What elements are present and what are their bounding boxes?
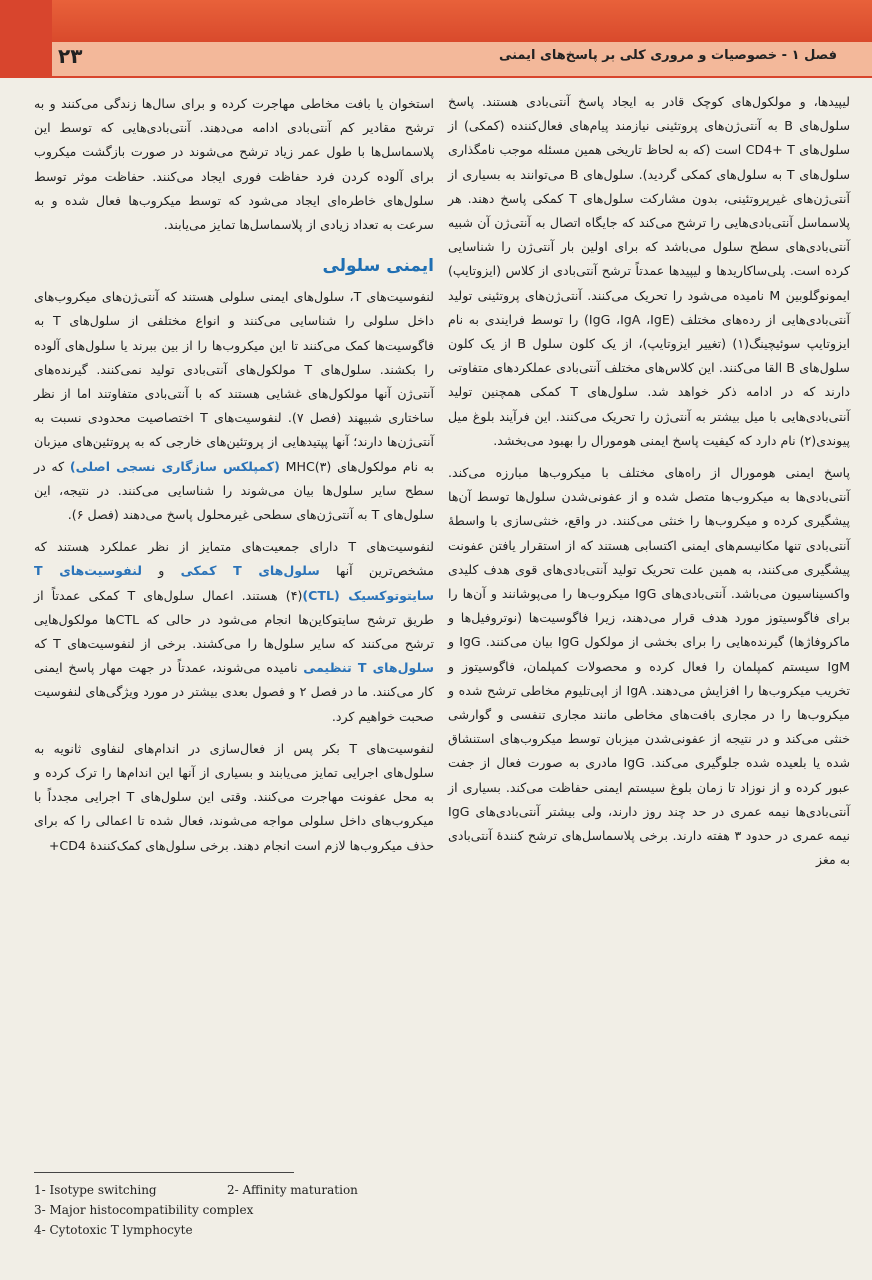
- text-run: نامیده می‌شوند، عمدتاً در جهت مهار پاسخ ایمنی کار می‌کنند. ما در فصل ۲ و فصول بعدی بیشتر در مورد ویژگی‌های لنفوسیت صحبت خواهیم کرد.: [34, 660, 434, 724]
- footnote-2: 2- Affinity maturation: [227, 1183, 358, 1197]
- footnote-4: 4- Cytotoxic T lymphocyte: [34, 1223, 193, 1237]
- keyword-ctl: لنفوسیت‌های T سایتوتوکسیک (CTL): [34, 563, 434, 603]
- footnote-1: 1- Isotype switching: [34, 1183, 157, 1197]
- paragraph-plasma-cells: استخوان یا بافت مخاطی مهاجرت کرده و برای سال‌ها زندگی می‌کنند و به ترشح مقادیر کم آنتی‌بادی ادامه می‌دهند. آنتی‌بادی‌هایی که توسط این پلاسماسل‌ها با طول عمر زیاد ترشح می‌شوند در صورت بازگشت میکروب برای آلوده کردن فرد حفاظت فوری ایجاد می‌کنند. حفاظت موثر توسط سلول‌های خاطره‌ای ایجاد می‌شود که توسط میکروب‌ها فعال شده و به سرعت به تعداد زیادی از پلاسماسل‌ها تمایز می‌یابند.: [34, 96, 434, 233]
- text-run: که در سطح سایر سلول‌ها بیان می‌شوند را شناسایی می‌کنند. در نتیجه، این سلول‌های T به آنتی‌ژن‌های سطحی غیرمحلول پاسخ می‌دهند (فصل ۶).: [34, 458, 434, 523]
- left-column: [34, 92, 434, 858]
- footnote-divider: [34, 1172, 294, 1173]
- keyword-helper-t: سلول‌های T کمکی: [180, 563, 320, 579]
- text-run: لنفوسیت‌های T، سلول‌های ایمنی سلولی هستند که آنتی‌ژن‌های میکروب‌های داخل سلولی را شناسایی می‌کنند و انواع مختلفی از سلول‌های T به فاگوسیت‌ها کمک می‌کنند تا این میکروب‌ها را از بین ببرند یا سلول‌های آلوده را بکشند. سلول‌های T مولکول‌های آنتی‌بادی تولید نمی‌کنند. گیرنده‌های آنتی‌ژن آنها مولکول‌های غشایی هستند که با آنتی‌بادی متفاوتند اما از نظر ساختاری شبیهند (فصل ۷). لنفوسیت‌های T اختصاصیت محدودی نسبت به آنتی‌ژن‌ها دارند؛ آنها پپتیدهایی از پروتئین‌های خارجی که به پروتئین‌های میزبان به نام مولکول‌های MHC(۳): [34, 289, 434, 474]
- paragraph-humoral-immunity: پاسخ ایمنی هومورال از راه‌های مختلف با میکروب‌ها مبارزه می‌کند. آنتی‌بادی‌ها به میکروب‌ها متصل شده و از عفونی‌شدن سلول‌ها توسط آن‌ها پیشگیری کرده و میکروب‌ها را خنثی می‌کنند. در واقع، خنثی‌سازی با واسطهٔ آنتی‌بادی تنها مکانیسم‌های ایمنی اکتسابی هستند که از استقرار یافتن عفونت پیشگیری می‌کنند، به همین علت تحریک تولید آنتی‌بادی‌های قوی هدف کلیدی واکسیناسیون می‌باشد. آنتی‌بادی‌های IgG میکروب‌ها را می‌پوشانند و آن‌ها را برای فاگوسیتوز مورد هدف قرار می‌دهند، زیرا فاگوسیت‌ها (نوتروفیل‌ها و ماکروفاژها) گیرنده‌هایی را برای بخشی از مولکول IgG بیان می‌کنند. IgG و IgM سیستم کمپلمان را فعال کرده و محصولات کمپلمان، فاگوسیتوز و تخریب میکروب‌ها را افزایش می‌دهند. IgA از اپی‌تلیوم مخاطی ترشح شده و میکروب‌ها را در مجاری بافت‌های مخاطی مانند مجاری تنفسی و گوارشی خنثی می‌کند و در نتیجه از عفونی‌شدن میزبان توسط میکروب‌های استنشاق شده یا بلعیده شده جلوگیری می‌کند. IgG مادری به صورت فعال از جفت عبور کرده و از نوزاد تا زمان بلوغ سیستم ایمنی حفاظت می‌کند. بسیاری از آنتی‌بادی‌ها نیمه عمری در حد چند روز دارند، ولی بیشتر آنتی‌بادی‌های IgG نیمه عمری در حدود ۳ هفته دارند. برخی پلاسماسل‌های ترشح کنندهٔ آنتی‌بادی به مغز: [448, 465, 851, 868]
- footnote-3: 3- Major histocompatibility complex: [34, 1203, 254, 1217]
- right-column: [448, 90, 850, 873]
- keyword-regulatory-t: سلول‌های T تنظیمی: [303, 660, 434, 676]
- text-run: (۴) هستند. اعمال سلول‌های T کمکی عمدتاً از طریق ترشح سایتوکاین‌ها انجام می‌شود در حالی که CTLها مولکول‌هایی ترشح می‌کنند که سایر سلول‌ها را می‌کشند. برخی از لنفوسیت‌های T که: [34, 587, 434, 652]
- page-number: ۲۳: [58, 44, 83, 68]
- text-run: لنفوسیت‌های T دارای جمعیت‌های متمایز از نظر عملکرد هستند که مشخص‌ترین آنها: [34, 539, 434, 579]
- paragraph-t-lymphocytes: [34, 285, 434, 527]
- top-color-band: [0, 0, 872, 42]
- paragraph-b-cell-response: لیپیدها، و مولکول‌های کوچک قادر به ایجاد پاسخ آنتی‌بادی هستند. پاسخ سلول‌های B به آنتی‌ژن‌های پروتئینی نیازمند پیام‌های فعال‌کننده (کمکی) از سلول‌های CD4+ T است (که به لحاظ تاریخی همین مسئله موجب نامگذاری سلول‌های T به سلول‌های کمکی گردید). سلول‌های B می‌توانند به بسیاری از آنتی‌ژن‌های غیرپروتئینی، بدون مشارکت سلول‌های T کمکی پاسخ دهند. هر پلاسماسل آنتی‌بادی‌هایی را ترشح می‌کند که جایگاه اتصال به آنتی‌ژن آن شبیه آنتی‌بادی‌های سطح سلول می‌باشد که برای اولین بار آنتی‌ژن را شناسایی کرده است. پلی‌ساکاریدها و لیپیدها عمدتاً ترشح آنتی‌بادی از کلاس (ایزوتایپ) ایمونوگلوبین M نامیده می‌شود را تحریک می‌کنند. آنتی‌ژن‌های پروتئینی تولید آنتی‌بادی‌هایی از رده‌های مختلف (IgG ،IgA ،IgE) را توسط فرایندی به نام ایزوتایپ سوئیچینگ(۱) (تغییر ایزوتایپ)، از یک کلون سلول B از یک کلون سلول‌های B القا می‌کنند. این کلاس‌های مختلف آنتی‌بادی عملکردهای متفاوتی دارند که در ادامه ذکر خواهد شد. سلول‌های T کمکی همچنین تولید آنتی‌بادی‌هایی با میل بیشتر به آنتی‌ژن را تحریک می‌کنند. این فرآیند بلوغ میل پیوندی(۲) نام دارد که کیفیت پاسخ ایمنی هومورال را بهبود می‌بخشد.: [448, 94, 851, 448]
- chapter-title: فصل ۱ - خصوصیات و مروری کلی بر پاسخ‌های ایمنی: [498, 48, 837, 63]
- footnotes: [34, 1180, 454, 1240]
- side-color-tab: [0, 0, 52, 78]
- text-run: و: [141, 563, 181, 579]
- keyword-mhc: (کمپلکس سازگاری نسجی اصلی): [69, 458, 280, 474]
- paragraph-naive-t-cells: لنفوسیت‌های T بکر پس از فعال‌سازی در اندام‌های لنفاوی ثانویه به سلول‌های اجرایی تمایز می‌یابند و بسیاری از آنها این اندام‌ها را ترک کرده و به محل عفونت مهاجرت می‌کنند. وقتی این سلول‌های T اجرایی مجدداً با میکروب‌های داخل سلولی مواجه می‌شوند، فعال شده تا اعمالی را که برای حذف میکروب‌ها لازم است انجام دهند. برخی سلول‌های کمک‌کنندهٔ CD4+: [34, 740, 435, 853]
- section-heading-cellular-immunity: ایمنی سلولی: [322, 256, 434, 277]
- paragraph-t-cell-populations: [34, 535, 434, 729]
